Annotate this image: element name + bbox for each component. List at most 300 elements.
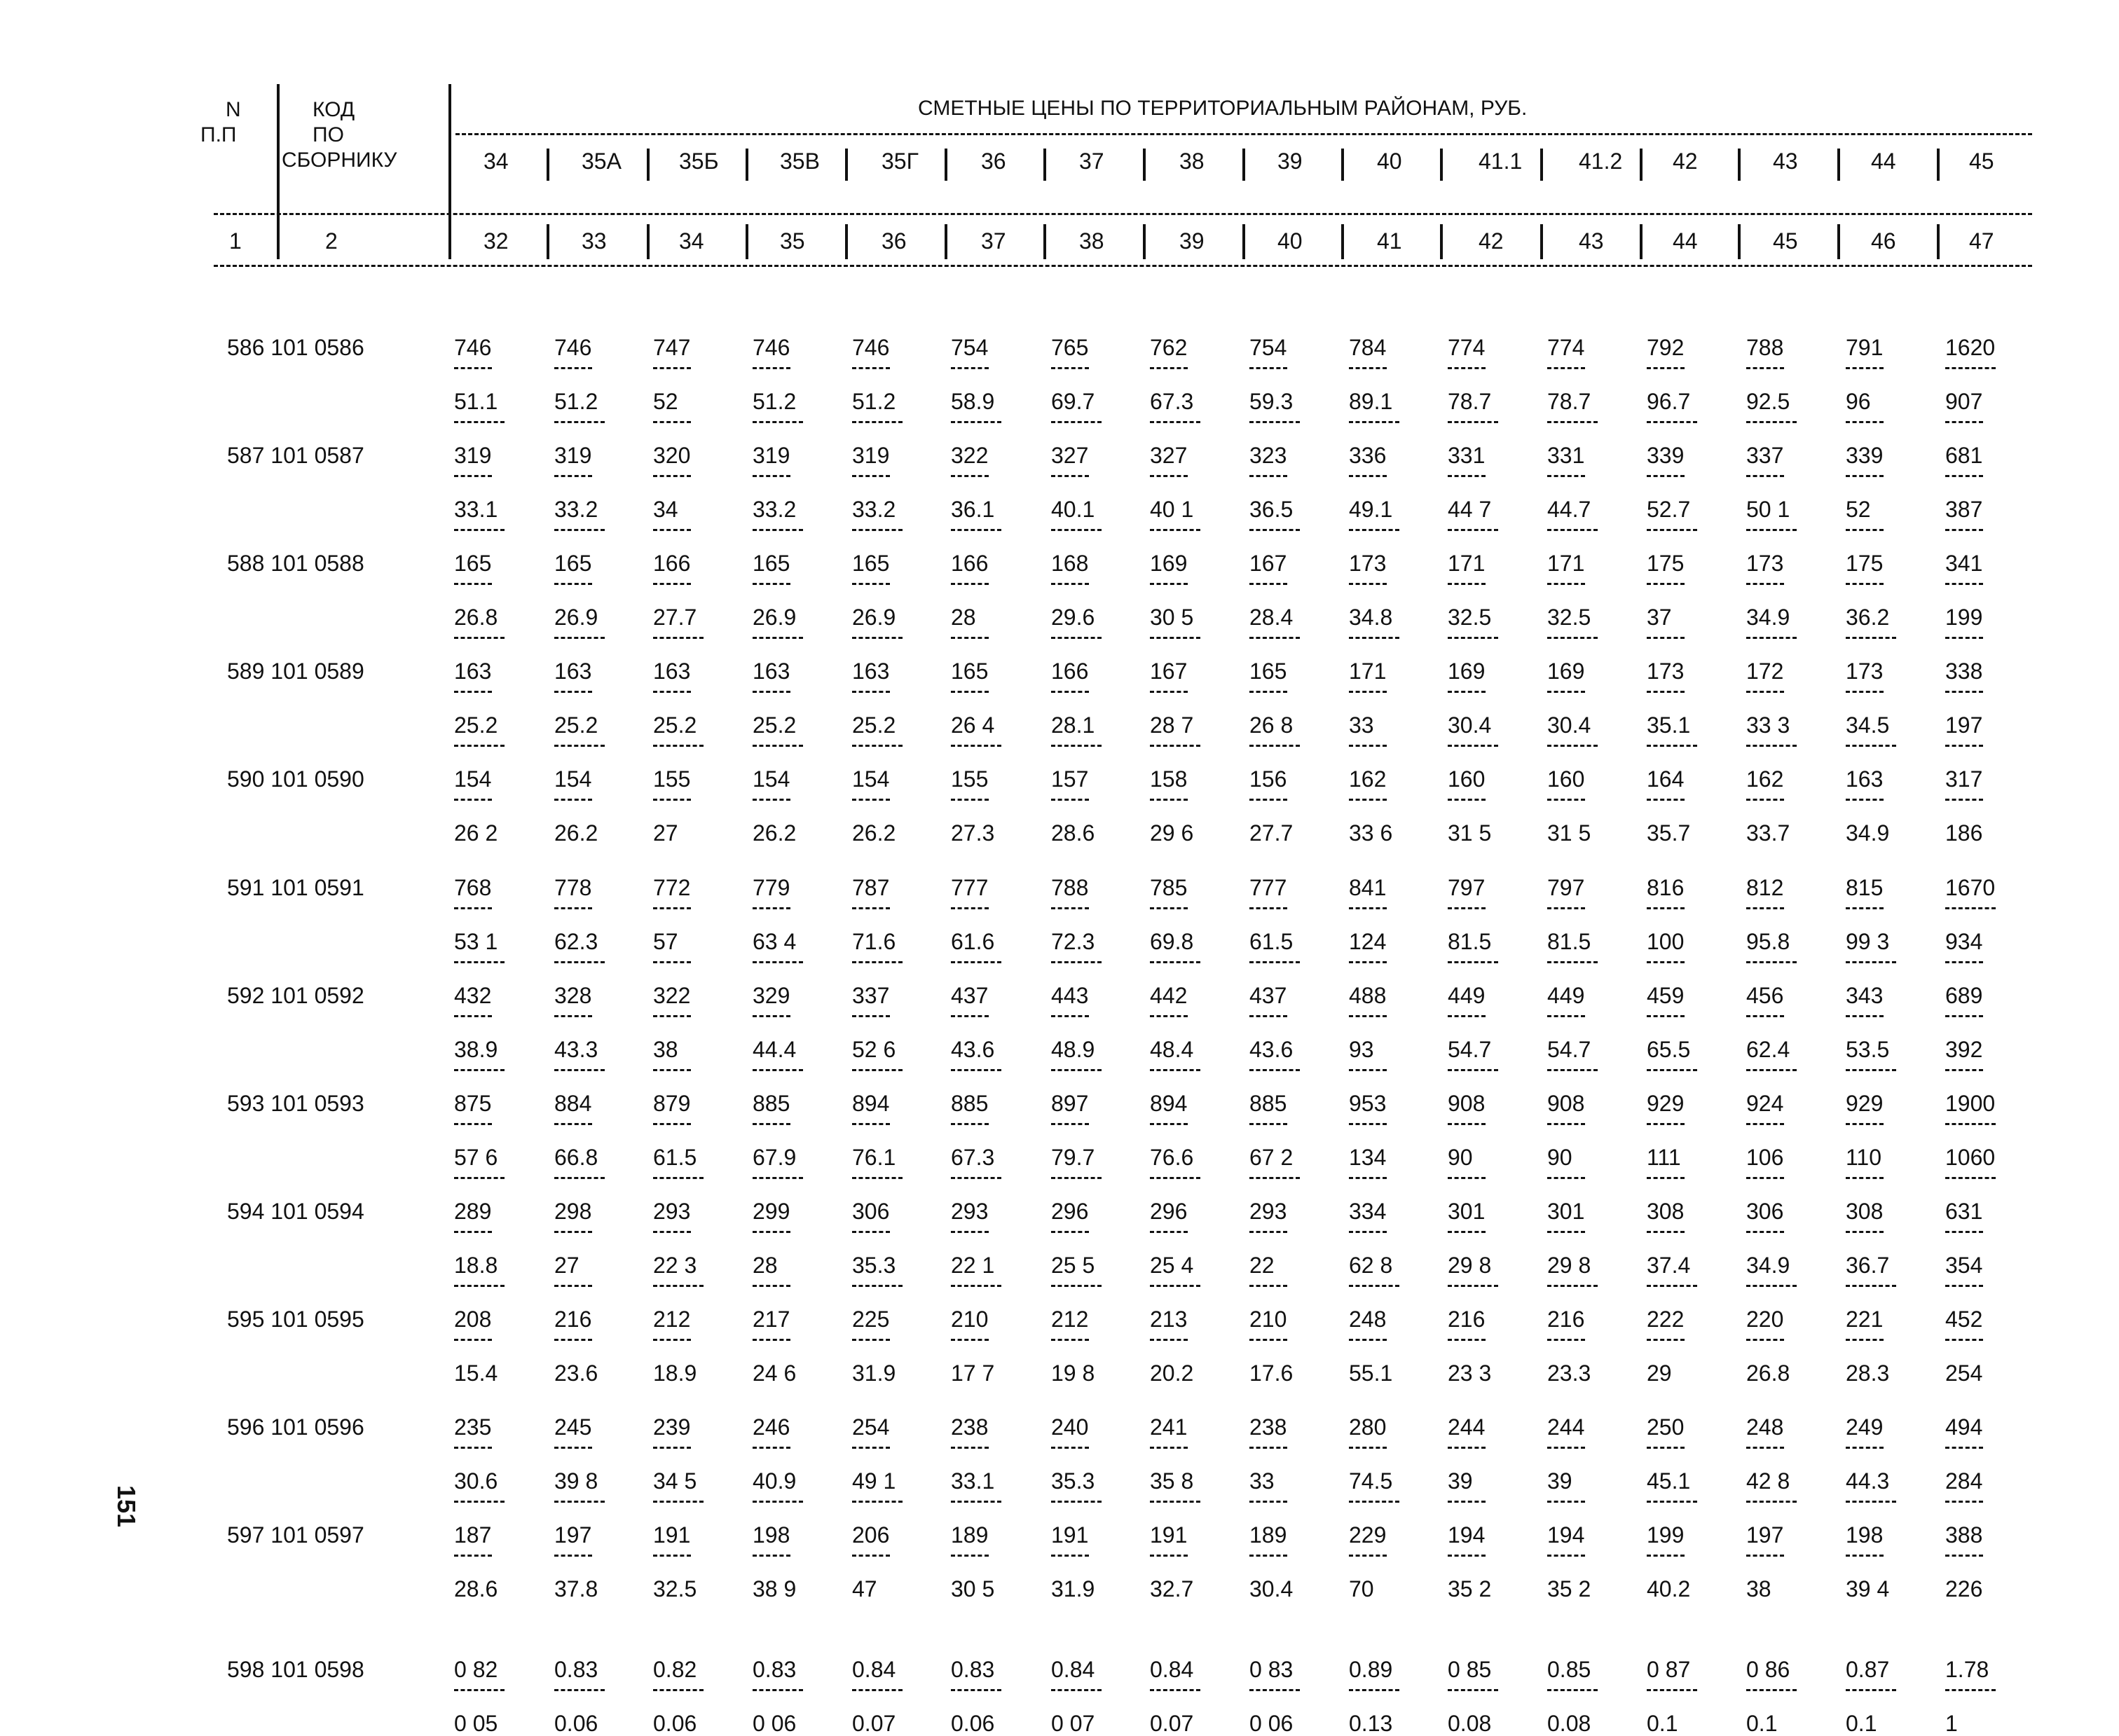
table-cell: 165 bbox=[951, 659, 989, 684]
table-cell: 331 bbox=[1547, 443, 1585, 468]
table-cell: 331 bbox=[1448, 443, 1486, 468]
table-cell: 254 bbox=[1945, 1360, 1983, 1386]
table-cell: 217 bbox=[753, 1307, 790, 1332]
table-cell: 62.3 bbox=[554, 929, 598, 954]
table-cell: 67.9 bbox=[753, 1145, 797, 1170]
table-cell: 47 bbox=[852, 1576, 877, 1601]
table-cell: 681 bbox=[1945, 443, 1983, 468]
table-cell: 456 bbox=[1746, 983, 1784, 1008]
table-cell: 32.7 bbox=[1150, 1576, 1194, 1601]
table-cell: 28.6 bbox=[454, 1576, 498, 1601]
fraction-line bbox=[1746, 691, 1784, 693]
table-cell: 166 bbox=[951, 551, 989, 576]
fraction-line bbox=[1249, 529, 1300, 531]
fraction-line bbox=[1647, 1285, 1697, 1287]
fraction-line bbox=[554, 1689, 605, 1691]
table-cell: 163 bbox=[753, 659, 790, 684]
table-cell: 296 bbox=[1051, 1199, 1089, 1224]
fraction-line bbox=[554, 1231, 592, 1233]
fraction-line bbox=[1448, 583, 1486, 585]
column-separator bbox=[1738, 149, 1741, 181]
fraction-line bbox=[454, 799, 492, 801]
table-cell: 29.6 bbox=[1051, 605, 1095, 630]
fraction-line bbox=[951, 1177, 1001, 1179]
table-cell: 248 bbox=[1349, 1307, 1387, 1332]
fraction-line bbox=[1846, 583, 1884, 585]
fraction-line bbox=[1547, 1501, 1585, 1503]
fraction-line bbox=[753, 1339, 790, 1341]
fraction-line bbox=[1746, 421, 1797, 423]
table-cell: 53 1 bbox=[454, 929, 498, 954]
fraction-line bbox=[1647, 637, 1685, 639]
fraction-line bbox=[554, 1339, 592, 1341]
table-cell: 319 bbox=[454, 443, 492, 468]
table-cell: 23.3 bbox=[1547, 1360, 1591, 1386]
table-cell: 165 bbox=[753, 551, 790, 576]
district-header: 35В bbox=[780, 149, 820, 174]
fraction-line bbox=[1150, 1339, 1188, 1341]
table-cell: 52.7 bbox=[1647, 497, 1691, 522]
table-cell: 20.2 bbox=[1150, 1360, 1194, 1386]
row-code: 593 101 0593 bbox=[227, 1091, 364, 1116]
table-cell: 28.6 bbox=[1051, 820, 1095, 846]
fraction-line bbox=[753, 637, 803, 639]
fraction-line bbox=[1945, 907, 1996, 909]
fraction-line bbox=[951, 1447, 989, 1449]
table-cell: 30 5 bbox=[1150, 605, 1194, 630]
table-cell: 1900 bbox=[1945, 1091, 1996, 1116]
table-cell: 284 bbox=[1945, 1468, 1983, 1494]
table-cell: 239 bbox=[653, 1414, 691, 1440]
column-number: 44 bbox=[1673, 228, 1698, 254]
table-cell: 61.5 bbox=[1249, 929, 1294, 954]
table-cell: 34.8 bbox=[1349, 605, 1393, 630]
fraction-line bbox=[951, 691, 989, 693]
table-cell: 25.2 bbox=[554, 712, 598, 738]
fraction-line bbox=[951, 637, 989, 639]
table-cell: 329 bbox=[753, 983, 790, 1008]
table-cell: 35 8 bbox=[1150, 1468, 1194, 1494]
table-cell: 26.9 bbox=[753, 605, 797, 630]
table-cell: 907 bbox=[1945, 389, 1983, 414]
table-cell: 27.3 bbox=[951, 820, 995, 846]
table-cell: 29 8 bbox=[1547, 1253, 1591, 1278]
district-header: 39 bbox=[1277, 149, 1303, 174]
table-cell: 0 06 bbox=[753, 1711, 797, 1736]
table-cell: 57 6 bbox=[454, 1145, 498, 1170]
table-cell: 0.08 bbox=[1547, 1711, 1591, 1736]
table-cell: 89.1 bbox=[1349, 389, 1393, 414]
fraction-line bbox=[1846, 1689, 1896, 1691]
district-header: 36 bbox=[981, 149, 1006, 174]
fraction-line bbox=[1349, 529, 1399, 531]
fraction-line bbox=[1448, 799, 1486, 801]
table-cell: 25 4 bbox=[1150, 1253, 1194, 1278]
table-cell: 57 bbox=[653, 929, 678, 954]
fraction-line bbox=[753, 1015, 790, 1017]
table-cell: 74.5 bbox=[1349, 1468, 1393, 1494]
table-cell: 49 1 bbox=[852, 1468, 896, 1494]
column-number: 32 bbox=[484, 228, 509, 254]
table-title: СМЕТНЫЕ ЦЕНЫ ПО ТЕРРИТОРИАЛЬНЫМ РАЙОНАМ, РУБ. bbox=[918, 97, 1528, 120]
table-cell: 235 bbox=[454, 1414, 492, 1440]
table-cell: 44.4 bbox=[753, 1037, 797, 1062]
table-cell: 199 bbox=[1647, 1522, 1685, 1548]
table-cell: 175 bbox=[1846, 551, 1884, 576]
fraction-line bbox=[753, 1447, 790, 1449]
column-separator bbox=[1440, 149, 1443, 181]
table-cell: 44.7 bbox=[1547, 497, 1591, 522]
table-cell: 34.9 bbox=[1746, 1253, 1790, 1278]
table-cell: 816 bbox=[1647, 875, 1685, 900]
table-cell: 240 bbox=[1051, 1414, 1089, 1440]
fraction-line bbox=[1846, 529, 1884, 531]
fraction-line bbox=[951, 1501, 1001, 1503]
fraction-line bbox=[653, 1555, 691, 1557]
fraction-line bbox=[1051, 961, 1102, 963]
column-separator bbox=[1837, 149, 1840, 181]
table-cell: 241 bbox=[1150, 1414, 1188, 1440]
table-cell: 72.3 bbox=[1051, 929, 1095, 954]
district-header: 35Б bbox=[679, 149, 719, 174]
row-code: 591 101 0591 bbox=[227, 875, 364, 900]
table-cell: 32.5 bbox=[653, 1576, 697, 1601]
column-separator bbox=[547, 224, 549, 259]
column-separator bbox=[1043, 149, 1046, 181]
fraction-line bbox=[852, 529, 903, 531]
table-cell: 437 bbox=[1249, 983, 1287, 1008]
table-cell: 250 bbox=[1647, 1414, 1685, 1440]
fraction-line bbox=[1746, 799, 1784, 801]
table-cell: 197 bbox=[1746, 1522, 1784, 1548]
table-cell: 33.2 bbox=[852, 497, 896, 522]
table-cell: 296 bbox=[1150, 1199, 1188, 1224]
fraction-line bbox=[753, 421, 803, 423]
table-cell: 0 82 bbox=[454, 1657, 498, 1682]
table-cell: 32.5 bbox=[1448, 605, 1492, 630]
table-cell: 0.83 bbox=[951, 1657, 995, 1682]
fraction-line bbox=[1249, 583, 1287, 585]
table-cell: 0.1 bbox=[1846, 1711, 1877, 1736]
fraction-line bbox=[1349, 745, 1387, 747]
table-cell: 40.2 bbox=[1647, 1576, 1691, 1601]
table-cell: 1060 bbox=[1945, 1145, 1996, 1170]
table-cell: 69.7 bbox=[1051, 389, 1095, 414]
table-cell: 28.1 bbox=[1051, 712, 1095, 738]
table-cell: 774 bbox=[1448, 335, 1486, 360]
fraction-line bbox=[1547, 421, 1598, 423]
fraction-line bbox=[1547, 367, 1585, 369]
table-cell: 337 bbox=[852, 983, 890, 1008]
fraction-line bbox=[1349, 799, 1387, 801]
fraction-line bbox=[554, 1285, 592, 1287]
fraction-line bbox=[1150, 1447, 1188, 1449]
table-cell: 69.8 bbox=[1150, 929, 1194, 954]
rule-line bbox=[455, 133, 2032, 135]
fraction-line bbox=[1150, 1177, 1200, 1179]
fraction-line bbox=[1945, 475, 1983, 477]
fraction-line bbox=[1051, 421, 1102, 423]
table-cell: 33.2 bbox=[554, 497, 598, 522]
column-separator bbox=[746, 149, 748, 181]
table-cell: 35.3 bbox=[1051, 1468, 1095, 1494]
table-cell: 166 bbox=[653, 551, 691, 576]
fraction-line bbox=[554, 1015, 592, 1017]
table-cell: 229 bbox=[1349, 1522, 1387, 1548]
table-cell: 812 bbox=[1746, 875, 1784, 900]
table-cell: 27.7 bbox=[1249, 820, 1294, 846]
table-cell: 36.5 bbox=[1249, 497, 1294, 522]
table-cell: 33.2 bbox=[753, 497, 797, 522]
fraction-line bbox=[454, 961, 505, 963]
table-cell: 38 9 bbox=[753, 1576, 797, 1601]
table-cell: 797 bbox=[1547, 875, 1585, 900]
fraction-line bbox=[1051, 1501, 1102, 1503]
fraction-line bbox=[852, 1123, 890, 1125]
fraction-line bbox=[1150, 907, 1188, 909]
fraction-line bbox=[1647, 799, 1685, 801]
table-cell: 339 bbox=[1647, 443, 1685, 468]
table-cell: 26 4 bbox=[951, 712, 995, 738]
fraction-line bbox=[1547, 799, 1585, 801]
fraction-line bbox=[1150, 367, 1188, 369]
fraction-line bbox=[1647, 1689, 1697, 1691]
table-cell: 51.2 bbox=[852, 389, 896, 414]
fraction-line bbox=[1249, 1555, 1287, 1557]
fraction-line bbox=[1249, 475, 1287, 477]
fraction-line bbox=[1448, 1177, 1486, 1179]
fraction-line bbox=[1547, 1177, 1585, 1179]
table-cell: 934 bbox=[1945, 929, 1983, 954]
fraction-line bbox=[454, 1123, 492, 1125]
column-separator bbox=[647, 224, 650, 259]
fraction-line bbox=[852, 745, 903, 747]
fraction-line bbox=[1846, 1015, 1884, 1017]
table-cell: 173 bbox=[1746, 551, 1784, 576]
table-cell: 61.6 bbox=[951, 929, 995, 954]
table-cell: 172 bbox=[1746, 659, 1784, 684]
table-cell: 0 85 bbox=[1448, 1657, 1492, 1682]
table-cell: 0.82 bbox=[653, 1657, 697, 1682]
fraction-line bbox=[1448, 367, 1486, 369]
table-cell: 158 bbox=[1150, 766, 1188, 792]
fraction-line bbox=[1647, 1339, 1685, 1341]
table-cell: 908 bbox=[1448, 1091, 1486, 1116]
fraction-line bbox=[1945, 421, 1983, 423]
fraction-line bbox=[753, 1231, 790, 1233]
fraction-line bbox=[653, 691, 691, 693]
table-cell: 27 bbox=[653, 820, 678, 846]
table-cell: 306 bbox=[1746, 1199, 1784, 1224]
table-cell: 29 bbox=[1647, 1360, 1672, 1386]
fraction-line bbox=[1150, 1285, 1200, 1287]
fraction-line bbox=[852, 1069, 903, 1071]
fraction-line bbox=[1945, 745, 1983, 747]
fraction-line bbox=[1846, 637, 1896, 639]
table-cell: 319 bbox=[852, 443, 890, 468]
table-cell: 171 bbox=[1547, 551, 1585, 576]
fraction-line bbox=[1349, 1447, 1387, 1449]
table-cell: 0.83 bbox=[554, 1657, 598, 1682]
fraction-line bbox=[1448, 1069, 1498, 1071]
table-cell: 308 bbox=[1846, 1199, 1884, 1224]
table-cell: 78.7 bbox=[1547, 389, 1591, 414]
table-cell: 45.1 bbox=[1647, 1468, 1691, 1494]
fraction-line bbox=[1249, 907, 1287, 909]
fraction-line bbox=[852, 907, 890, 909]
table-cell: 36.7 bbox=[1846, 1253, 1890, 1278]
table-cell: 322 bbox=[653, 983, 691, 1008]
table-cell: 44 7 bbox=[1448, 497, 1492, 522]
fraction-line bbox=[1448, 691, 1486, 693]
table-cell: 897 bbox=[1051, 1091, 1089, 1116]
column-number: 47 bbox=[1969, 228, 1994, 254]
table-cell: 322 bbox=[951, 443, 989, 468]
table-cell: 65.5 bbox=[1647, 1037, 1691, 1062]
table-cell: 22 3 bbox=[653, 1253, 697, 1278]
fraction-line bbox=[1349, 691, 1387, 693]
fraction-line bbox=[1249, 691, 1287, 693]
fraction-line bbox=[1051, 1447, 1089, 1449]
fraction-line bbox=[454, 1555, 492, 1557]
table-cell: 631 bbox=[1945, 1199, 1983, 1224]
fraction-line bbox=[1746, 367, 1784, 369]
fraction-line bbox=[951, 475, 989, 477]
table-cell: 191 bbox=[1150, 1522, 1188, 1548]
table-cell: 167 bbox=[1249, 551, 1287, 576]
table-cell: 43.6 bbox=[951, 1037, 995, 1062]
table-cell: 0.89 bbox=[1349, 1657, 1393, 1682]
fraction-line bbox=[1547, 1339, 1585, 1341]
table-cell: 31 5 bbox=[1448, 820, 1492, 846]
column-number: 38 bbox=[1079, 228, 1104, 254]
fraction-line bbox=[1647, 961, 1685, 963]
fraction-line bbox=[1051, 637, 1102, 639]
fraction-line bbox=[753, 583, 790, 585]
fraction-line bbox=[1945, 691, 1983, 693]
table-cell: 67.3 bbox=[1150, 389, 1194, 414]
table-cell: 774 bbox=[1547, 335, 1585, 360]
fraction-line bbox=[1051, 1689, 1102, 1691]
table-cell: 299 bbox=[753, 1199, 790, 1224]
table-cell: 28 7 bbox=[1150, 712, 1194, 738]
fraction-line bbox=[1349, 1501, 1399, 1503]
fraction-line bbox=[852, 1339, 890, 1341]
table-cell: 488 bbox=[1349, 983, 1387, 1008]
fraction-line bbox=[951, 583, 989, 585]
fraction-line bbox=[1746, 1015, 1784, 1017]
column-number: 45 bbox=[1773, 228, 1798, 254]
fraction-line bbox=[1547, 1285, 1598, 1287]
district-header: 37 bbox=[1079, 149, 1104, 174]
fraction-line bbox=[1647, 1123, 1685, 1125]
column-separator bbox=[1640, 224, 1643, 259]
district-header: 40 bbox=[1377, 149, 1402, 174]
fraction-line bbox=[1945, 1177, 1996, 1179]
table-cell: 494 bbox=[1945, 1414, 1983, 1440]
fraction-line bbox=[1150, 1555, 1188, 1557]
table-cell: 1670 bbox=[1945, 875, 1996, 900]
table-cell: 226 bbox=[1945, 1576, 1983, 1601]
table-cell: 778 bbox=[554, 875, 592, 900]
district-header: 42 bbox=[1673, 149, 1698, 174]
column-number: 41 bbox=[1377, 228, 1402, 254]
fraction-line bbox=[554, 529, 605, 531]
fraction-line bbox=[1150, 745, 1200, 747]
fraction-line bbox=[554, 421, 605, 423]
district-header: 34 bbox=[484, 149, 509, 174]
fraction-line bbox=[951, 799, 989, 801]
fraction-line bbox=[1746, 1339, 1784, 1341]
fraction-line bbox=[554, 691, 592, 693]
table-cell: 212 bbox=[653, 1307, 691, 1332]
district-header: 45 bbox=[1969, 149, 1994, 174]
fraction-line bbox=[1448, 421, 1498, 423]
table-cell: 449 bbox=[1547, 983, 1585, 1008]
table-cell: 323 bbox=[1249, 443, 1287, 468]
table-cell: 929 bbox=[1846, 1091, 1884, 1116]
fraction-line bbox=[1349, 1069, 1387, 1071]
fraction-line bbox=[951, 1555, 989, 1557]
table-cell: 173 bbox=[1647, 659, 1685, 684]
fraction-line bbox=[1945, 1231, 1983, 1233]
fraction-line bbox=[1448, 637, 1498, 639]
table-cell: 163 bbox=[554, 659, 592, 684]
table-cell: 28 bbox=[951, 605, 976, 630]
table-cell: 62 8 bbox=[1349, 1253, 1393, 1278]
fraction-line bbox=[753, 961, 803, 963]
table-cell: 306 bbox=[852, 1199, 890, 1224]
fraction-line bbox=[554, 745, 605, 747]
table-cell: 99 3 bbox=[1846, 929, 1890, 954]
fraction-line bbox=[753, 745, 803, 747]
fraction-line bbox=[554, 1555, 592, 1557]
table-cell: 154 bbox=[454, 766, 492, 792]
fraction-line bbox=[1349, 637, 1399, 639]
table-cell: 746 bbox=[852, 335, 890, 360]
fraction-line bbox=[1150, 421, 1200, 423]
sborniku-label: СБОРНИКУ bbox=[282, 149, 397, 172]
row-code: 595 101 0595 bbox=[227, 1307, 364, 1332]
fraction-line bbox=[1746, 583, 1784, 585]
fraction-line bbox=[1846, 1123, 1884, 1125]
rule-line bbox=[214, 213, 2032, 215]
table-cell: 35 2 bbox=[1547, 1576, 1591, 1601]
fraction-line bbox=[1647, 1015, 1685, 1017]
fraction-line bbox=[1448, 1231, 1486, 1233]
fraction-line bbox=[1051, 799, 1089, 801]
table-cell: 169 bbox=[1448, 659, 1486, 684]
col2-number: 2 bbox=[325, 228, 338, 254]
table-cell: 198 bbox=[1846, 1522, 1884, 1548]
column-number: 40 bbox=[1277, 228, 1303, 254]
fraction-line bbox=[1349, 583, 1387, 585]
table-cell: 206 bbox=[852, 1522, 890, 1548]
fraction-line bbox=[1448, 907, 1486, 909]
column-separator bbox=[547, 149, 549, 181]
fraction-line bbox=[1547, 1231, 1585, 1233]
fraction-line bbox=[951, 745, 1001, 747]
fraction-line bbox=[951, 1015, 989, 1017]
fraction-line bbox=[1150, 1069, 1200, 1071]
table-cell: 443 bbox=[1051, 983, 1089, 1008]
table-cell: 34.5 bbox=[1846, 712, 1890, 738]
row-code: 587 101 0587 bbox=[227, 443, 364, 468]
table-cell: 301 bbox=[1448, 1199, 1486, 1224]
row-code: 592 101 0592 bbox=[227, 983, 364, 1008]
fraction-line bbox=[1051, 907, 1089, 909]
table-cell: 96 bbox=[1846, 389, 1871, 414]
